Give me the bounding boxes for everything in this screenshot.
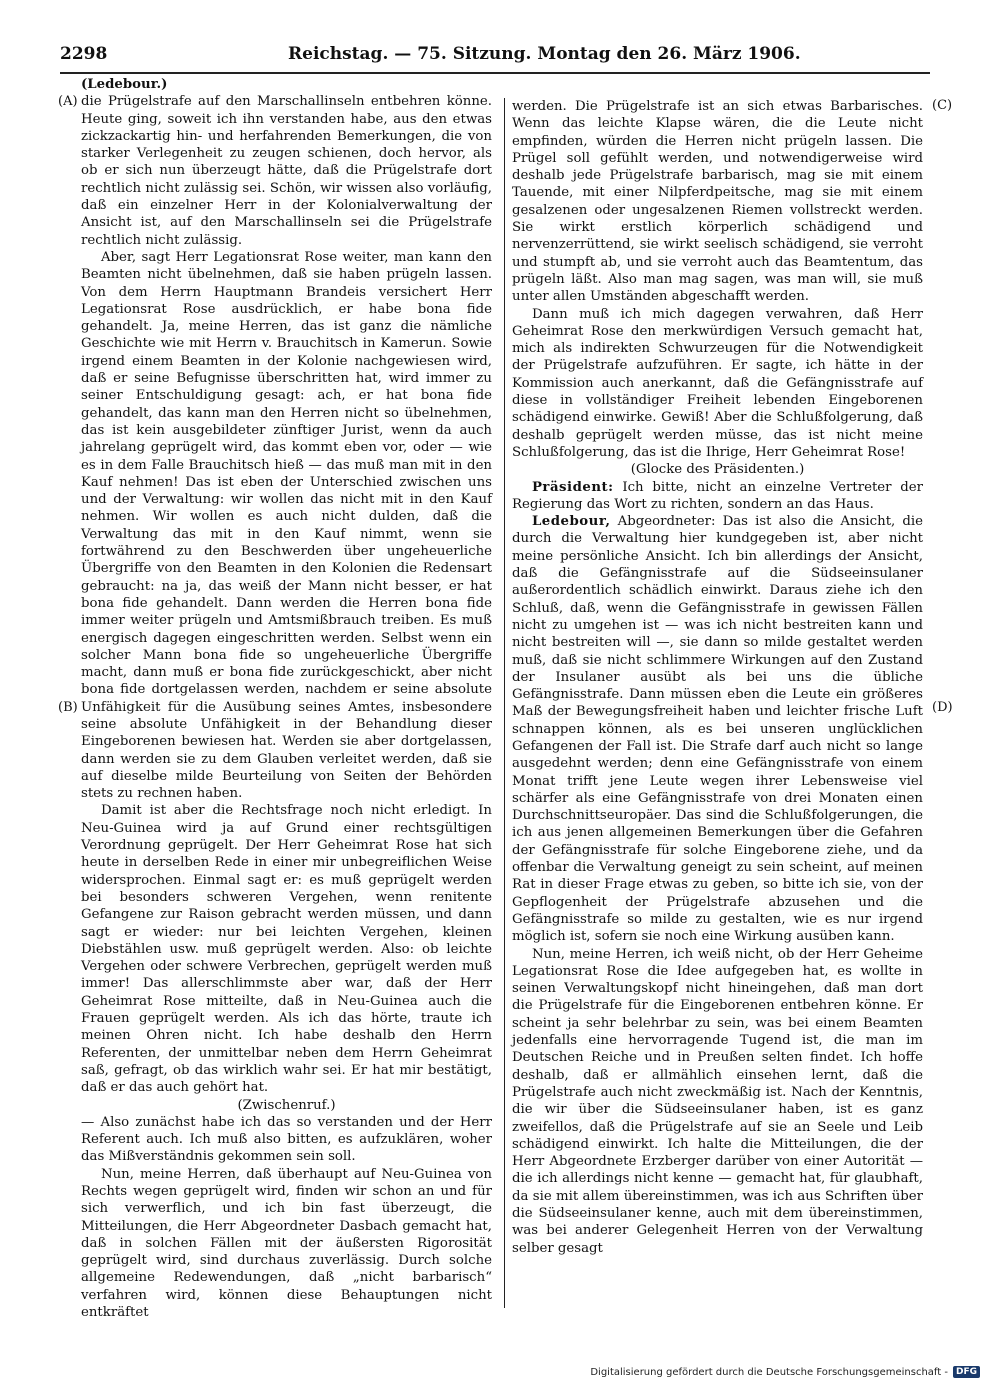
column-divider: [504, 98, 505, 1308]
bell-note: (Glocke des Präsidenten.): [630, 462, 805, 478]
running-title: Reichstag. — 75. Sitzung. Montag den 26. März 1906.: [288, 44, 801, 64]
paragraph: werden. Die Prügelstrafe ist an sich etwas Barbarisches. Wenn das leichte Klapse wären, die die Leute nicht empfinden, würden die Herren nicht prügeln lassen. Die Prügel soll gefühlt werden, und notwendigerweise wird deshalb jede Prügelstrafe barbarisch, mag sie mit einem Tauende, mit einer Nilpferdpeitsche, mag sie mit einem gesalzenen oder ungesalzenen Riemen vollstreckt werden. Sie wirkt erstlich körperlich schädigend und nervenzerrüttend, sie wirkt seelisch schädigend, sie verroht und stumpft ab, und sie verroht auch das Beamtentum, das prügeln läßt. Also man mag sagen, was man will, sie muß unter allen Umständen abgeschafft werden.: [512, 99, 923, 305]
right-column: [512, 98, 923, 1257]
page-number: 2298: [60, 44, 108, 64]
margin-mark-d: (D): [932, 700, 953, 715]
margin-mark-c: (C): [932, 98, 953, 113]
header-rule: [60, 72, 930, 74]
paragraph: Damit ist aber die Rechtsfrage noch nicht erledigt. In Neu-Guinea wird ja auf Grund einer rechtsgültigen Verordnung geprügelt. Der Herr Geheimrat Rose hat sich heute in derselben Rede in einer mir unbegreiflichen Weise widersprochen. Einmal sagt er: es muß geprügelt werden bei besonders schweren Vergehen, wenn renitente Gefangene zur Raison gebracht werden müssen, und dann sagt er wieder: nur bei leichten Vergehen, kleinen Diebstählen usw. muß geprügelt werden. Also: ob leichte Vergehen oder schwere Verbrechen, geprügelt werden muß immer! Das allerschlimmste aber war, daß der Herr Geheimrat Rose mitteilte, daß in Neu-Guinea auch die Frauen geprügelt werden. Als ich das hörte, traute ich meinen Ohren nicht. Ich habe deshalb den Herrn Referenten, der unmittelbar neben dem Herrn Geheimrat saß, gefragt, ob das wirklich wahr sei. Er hat mir bestätigt, daß er das auch gehört hat.: [81, 803, 492, 1096]
paragraph: Nun, meine Herren, ich weiß nicht, ob der Herr Geheime Legationsrat Rose die Idee aufgegeben hat, es wollte in seinen Verwaltungskopf nicht hineingehen, daß man dort die Prügelstrafe für die Eingeborenen entbehren könne. Er scheint ja sehr belehrbar zu sein, was bei einem Beamten jedenfalls eine hervorragende Tugend ist, die man im Deutschen Reiche und in Preußen selten findet. Ich hoffe deshalb, daß er allmählich einsehen lernt, daß die Prügelstrafe auch nicht zweckmäßig ist. Nach der Kenntnis, die wir über die Südseeinsulaner haben, ist es ganz zweifellos, daß die Prügelstrafe auf sie an Seele und Leib schädigend einwirkt. Ich halte die Mitteilungen, die der Herr Abgeordnete Erzberger darüber von einer Autorität — die ich allerdings nicht kenne — gemacht hat, für glaubhaft, da sie mit allem übereinstimmen, was ich aus Schriften über die Südseeinsulaner kenne, auch mit dem übereinstimmen, was bei anderer Gelegenheit Herren von der Verwaltung selber gesagt: [512, 946, 923, 1256]
president-text: Ich bitte, nicht an einzelne Vertreter der Regierung das Wort zu richten, sondern an das Haus.: [512, 479, 923, 512]
page-header: [60, 44, 945, 72]
ledebour-remark: [512, 513, 923, 945]
footer-credit: [590, 1366, 980, 1378]
speaker-name-president: Präsident:: [531, 479, 614, 495]
dfg-logo: DFG: [953, 1366, 980, 1378]
speaker-name-ledebour: Ledebour,: [531, 514, 611, 530]
paragraph: — Also zunächst habe ich das so verstanden und der Herr Referent auch. Ich muß also bitten, es aufzuklären, woher das Mißverständnis gekommen sein soll.: [81, 1114, 492, 1165]
ledebour-text: Abgeordneter: Das ist also die Ansicht, die durch die Verwaltung hier kundgegeben ist, aber nicht meine persönliche Ansicht. Ich bin allerdings der Ansicht, daß die Gefängnisstrafe auf die Südseeinsulaner außerordentlich schädlich einwirkt. Daraus ziehe ich den Schluß, daß, wenn die Gefängnisstrafe in gewissen Fällen nicht zu umgehen ist — was ich nicht bestreiten kann und nicht bestreiten will —, sie dann so milde gestaltet werden muß, daß sie nicht schlimmere Wirkungen auf den Zustand der Insulaner ausübt als bei uns die übliche Gefängnisstrafe. Dann müssen eben die Leute ein größeres Maß der Bewegungsfreiheit haben und leichter frische Luft schnappen können, als es bei unseren unglücklichen Gefangenen der Fall ist. Die Strafe darf auch nicht so lange ausgedehnt werden; denn eine Gefängnisstrafe von einem Monat trifft jene Leute wegen ihrer Lebensweise viel schärfer als eine Gefängnisstrafe von drei Monaten einen Durchschnittseuropäer. Das sind die Schlußfolgerungen, die ich aus jenen allgemeinen Bemerkungen über die Gefahren der Gefängnisstrafe für solche Eingeborene ziehe, und da offenbar die Verwaltung geneigt zu sein scheint, auf meinen Rat in dieser Frage etwas zu geben, so bitte ich sie, von der Gepflogenheit der Prügelstrafe abzusehen und die Gefängnisstrafe so milde zu gestalten, wie es nur irgend möglich ist, sofern sie noch eine Wirkung ausüben kann.: [512, 514, 923, 945]
paragraph: Nun, meine Herren, daß überhaupt auf Neu-Guinea von Rechts wegen geprügelt wird, finden wir schon an und für sich verwerflich, und ich bin fast überzeugt, die Mitteilungen, die Herr Abgeordneter Dasbach gemacht hat, daß in solchen Fällen mit der äußersten Rigorosität geprügelt wird, sind durchaus zuverlässig. Durch solche allgemeine Redewendungen, daß „nicht barbarisch“ verfahren wird, können diese Behauptungen nicht entkräftet: [81, 1166, 492, 1321]
margin-mark-b: (B): [58, 700, 78, 715]
margin-mark-a: (A): [58, 94, 78, 109]
speaker-tag: (Ledebour.): [81, 77, 168, 92]
footer-text: Digitalisierung gefördert durch die Deutsche Forschungsgemeinschaft -: [590, 1366, 948, 1378]
left-column: [81, 76, 492, 1321]
paragraph: Aber, sagt Herr Legationsrat Rose weiter, man kann den Beamten nicht übelnehmen, daß sie haben prügeln lassen. Von dem Herrn Hauptmann Brandeis versichert Herr Legationsrat Rose ausdrücklich, er habe bona fide gehandelt. Ja, meine Herren, das ist ganz die nämliche Geschichte wie mit Herrn v. Brauchitsch in Kamerun. Sowie irgend einem Beamten in der Kolonie nachgewiesen wird, daß er seine Befugnisse überschritten hat, wird immer zu seiner Entschuldigung gesagt: ach, er hat bona fide gehandelt, das kann man den Herren nicht so übelnehmen, das ist kein ausgebildeter zünftiger Jurist, wenn da auch jahrelang geprügelt wird, das kommt eben vor, oder — wie es in dem Falle Brauchitsch hieß — das muß man mit in den Kauf nehmen! Das ist eben der Unterschied zwischen uns und der Verwaltung: wir wollen das nicht mit in den Kauf nehmen. Wir wollen es auch nicht dulden, daß die Verwaltung das mit in den Kauf nimmt, wenn sie fortwährend zu den Beschwerden über ungeheuerliche Übergriffe von den Beamten in den Kolonien die Redensart gebraucht: na ja, das weiß der Mann nicht besser, er hat bona fide gehandelt. Dann werden die Herren bona fide immer weiter prügeln und Amtsmißbrauch treiben. Es muß energisch dagegen eingeschritten werden. Selbst wenn ein solcher Mann bona fide so ungeheuerliche Übergriffe macht, dann muß er bona fide zurückgeschickt, aber nicht bona fide dortgelassen werden, nachdem er seine absolute Unfähigkeit für die Ausübung seines Amtes, insbesondere seine absolute Unfähigkeit in der Behandlung dieser Eingeborenen bewiesen hat. Werden sie aber dortgelassen, dann werden sie zu dem Glauben verleitet werden, daß sie auf dieselbe milde Beurteilung von Seiten der Behörden stets zu rechnen haben.: [81, 249, 492, 802]
interjection: (Zwischenruf.): [237, 1097, 336, 1113]
paragraph: Dann muß ich mich dagegen verwahren, daß Herr Geheimrat Rose den merkwürdigen Versuch gemacht hat, mich als indirekten Schwurzeugen für die Notwendigkeit der Prügelstrafe aufzuführen. Er sagte, ich hätte in der Kommission auch anerkannt, daß die Gefängnisstrafe auf diese in vollständiger Freiheit lebenden Eingeborenen schädigend einwirke. Gewiß! Aber die Schlußfolgerung, daß deshalb geprügelt werden müsse, das ist nicht meine Schlußfolgerung, das ist die Ihrige, Herr Geheimrat Rose!: [512, 306, 923, 460]
paragraph: die Prügelstrafe auf den Marschallinseln entbehren könne. Heute ging, soweit ich ihn verstanden habe, aus den etwas zickzackartig hin- und herfahrenden Bemerkungen, die von starker Verlegenheit zu zeugen schienen, doch hervor, als ob er sich nun überzeugt hätte, daß die Prügelstrafe dort rechtlich nicht zulässig sei. Schön, wir wissen also vorläufig, daß ein einzelner Herr in der Kolonialverwaltung der Ansicht ist, auf den Marschallinseln sei die Prügelstrafe rechtlich nicht zulässig.: [81, 94, 492, 248]
president-remark: [512, 479, 923, 514]
